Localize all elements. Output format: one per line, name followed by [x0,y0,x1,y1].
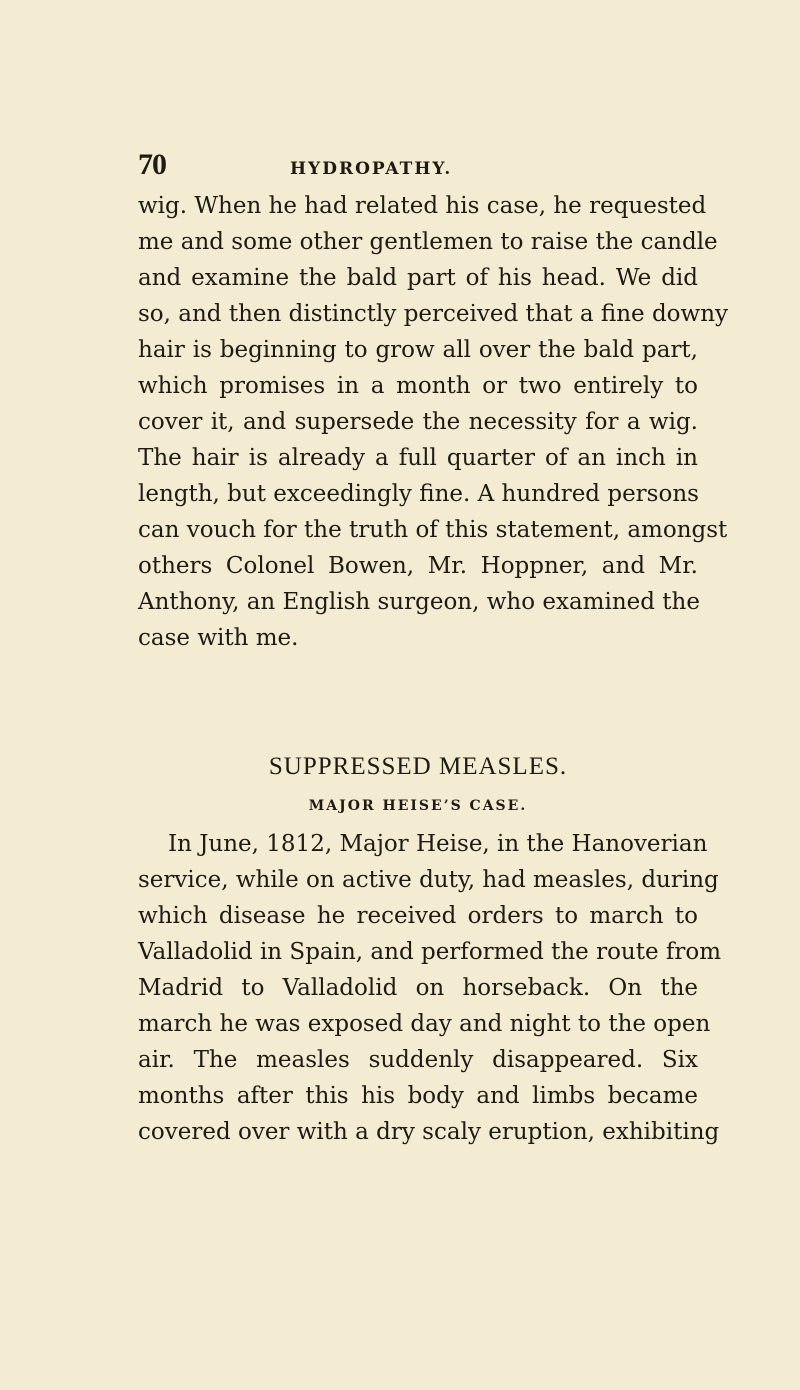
text-line: covered over with a dry scaly eruption, exhibiting [138,1119,720,1145]
text-line: which disease he received orders to march to [138,903,698,929]
text-line: months after this his body and limbs became [138,1083,698,1109]
paragraph-measles-case [138,826,722,1150]
text-line: cover it, and supersede the necessity for a wig. [138,409,698,435]
text-line: can vouch for the truth of this statement, amongst [138,517,728,543]
text-line: Madrid to Valladolid on horseback. On the [138,975,698,1001]
text-line: air. The measles suddenly disappeared. Six [138,1047,698,1073]
text-line: march he was exposed day and night to the open [138,1011,711,1037]
text-line: so, and then distinctly perceived that a fine downy [138,301,729,327]
page-number: 70 [138,148,166,181]
section-heading: SUPPRESSED MEASLES. [268,753,568,780]
text-line: and examine the bald part of his head. We did [138,265,698,291]
section-subheading: MAJOR HEISE’S CASE. [308,798,528,814]
running-head [138,148,698,188]
text-line: hair is beginning to grow all over the bald part, [138,337,698,363]
text-line: me and some other gentlemen to raise the candle [138,229,718,255]
text-line: wig. When he had related his case, he requested [138,193,707,219]
text-line: case with me. [138,625,299,651]
text-line: Anthony, an English surgeon, who examined the [138,589,700,615]
text-line: service, while on active duty, had measles, during [138,867,719,893]
text-line: The hair is already a full quarter of an inch in [138,445,698,471]
text-line: In June, 1812, Major Heise, in the Hanoverian [168,831,708,857]
paragraph-wig-case [138,188,729,656]
text-line: others Colonel Bowen, Mr. Hoppner, and Mr. [138,553,698,579]
running-title: HYDROPATHY. [290,159,453,179]
text-line: Valladolid in Spain, and performed the route from [138,939,722,965]
text-line: length, but exceedingly fine. A hundred persons [138,481,699,507]
text-line: which promises in a month or two entirely to [138,373,698,399]
